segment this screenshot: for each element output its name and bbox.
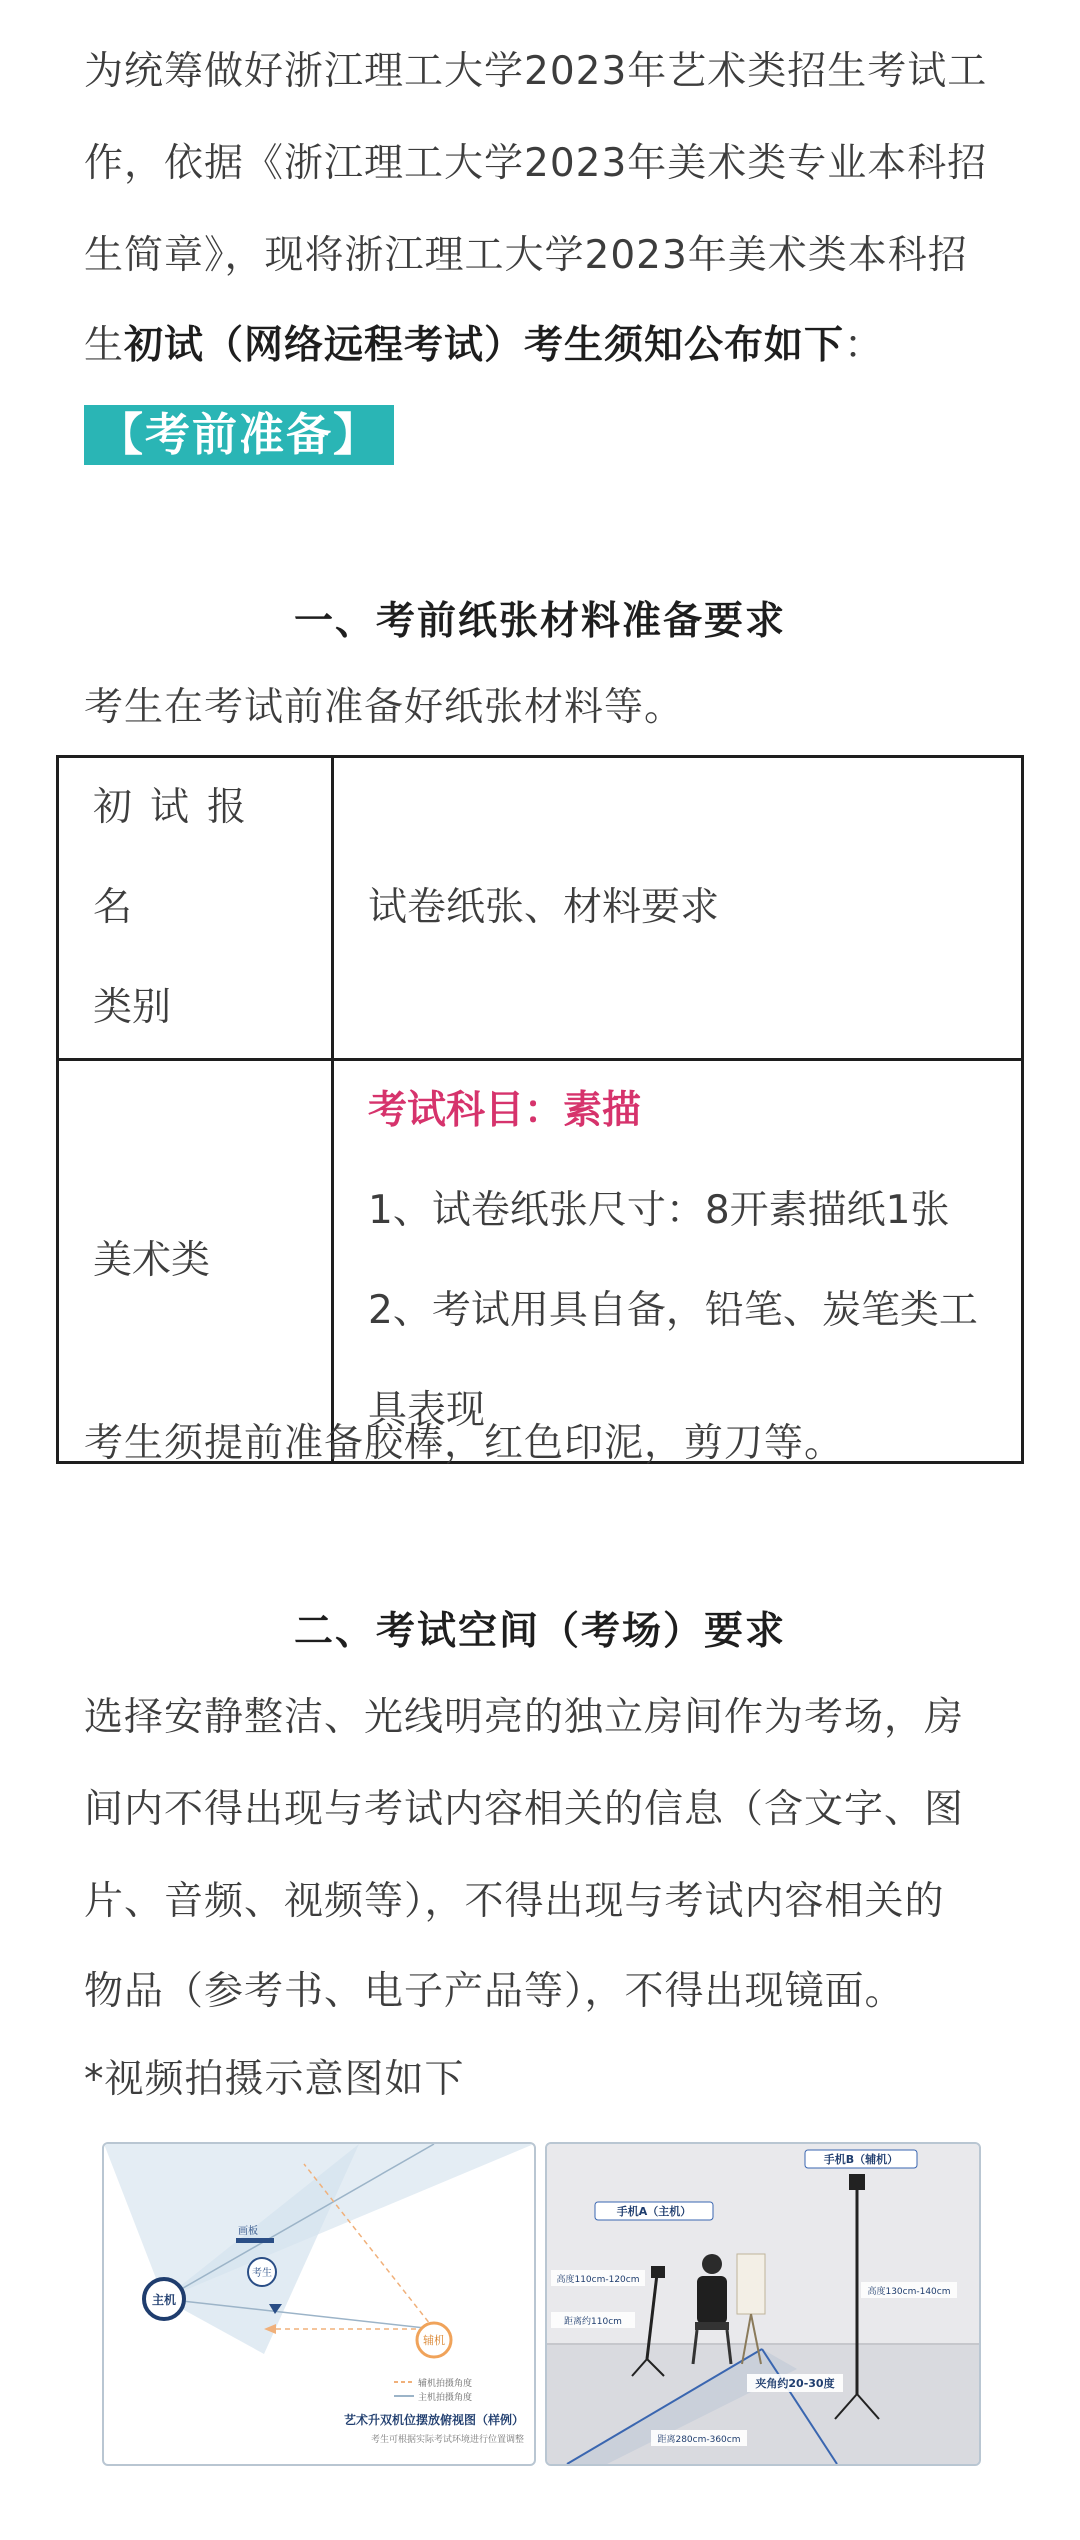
requirement-item-2-line-2: 具表现	[368, 1388, 486, 1433]
phone-a-label: 手机A（主机）	[616, 2205, 692, 2218]
camera-layout-svg	[104, 2144, 534, 2464]
distance-a-label: 距离约110cm	[564, 2317, 622, 2327]
distance-b-label: 距离280cm-360cm	[657, 2435, 741, 2445]
table-header-category-line-2: 类别	[93, 985, 172, 1030]
requirements-table	[56, 755, 1024, 1464]
table-header-category	[58, 757, 333, 1060]
requirement-item-1: 1、试卷纸张尺寸：8开素描纸1张	[368, 1188, 950, 1233]
candidate-head-icon	[702, 2254, 722, 2274]
section-2-line-2: 间内不得出现与考试内容相关的信息（含文字、图	[84, 1787, 965, 1832]
legend-aux-label: 辅机拍摄角度	[418, 2379, 473, 2389]
aux-camera-label: 辅机	[423, 2334, 445, 2347]
phone-a-icon	[651, 2266, 665, 2278]
intro-line-4	[84, 300, 1004, 392]
board-icon	[236, 2238, 274, 2243]
section-2-heading: 二、考试空间（考场）要求	[293, 1609, 786, 1654]
section-2-line-4: 物品（参考书、电子产品等），不得出现镜面。	[84, 1969, 905, 2014]
phone-b-label: 手机B（辅机）	[823, 2153, 899, 2166]
section-tag-preparation: 【考前准备】	[84, 405, 394, 465]
intro-line-4-plain: 生	[84, 323, 125, 368]
section-2-line-3: 片、音频、视频等），不得出现与考试内容相关的	[84, 1879, 945, 1924]
exam-subject: 考试科目：素描	[368, 1088, 642, 1133]
figure-caption: *视频拍摄示意图如下	[84, 2057, 465, 2102]
section-1-lead: 考生在考试前准备好纸张材料等。	[84, 685, 685, 730]
intro-line-1: 为统筹做好浙江理工大学2023年艺术类招生考试工	[84, 49, 988, 94]
table-header-row	[58, 757, 1023, 1060]
easel-board-icon	[737, 2254, 765, 2314]
intro-line-4-tail: ：	[844, 323, 885, 368]
diagram-subtitle: 考生可根据实际考试环境进行位置调整	[370, 2435, 524, 2445]
legend-main-label: 主机拍摄角度	[418, 2393, 473, 2403]
main-camera-label: 主机	[151, 2293, 177, 2307]
angle-label: 夹角约20-30度	[755, 2377, 835, 2390]
candidate-label: 考生	[252, 2268, 272, 2279]
room-setup-svg	[547, 2144, 979, 2464]
intro-line-2: 作，依据《浙江理工大学2023年美术类专业本科招	[84, 141, 988, 186]
table-header-category-line-1: 初试报名	[93, 785, 265, 930]
table-header-requirements: 试卷纸张、材料要求	[333, 757, 1023, 1060]
chair-icon	[695, 2322, 729, 2330]
camera-layout-diagram	[102, 2142, 536, 2466]
section-1-note: 考生须提前准备胶棒，红色印泥，剪刀等。	[84, 1421, 845, 1466]
section-1-heading: 一、考前纸张材料准备要求	[293, 599, 786, 644]
candidate-body-icon	[697, 2276, 727, 2324]
table-cell-category: 美术类	[58, 1060, 333, 1463]
height-b-label: 高度130cm-140cm	[867, 2287, 951, 2297]
requirement-item-2-line-1: 2、考试用具自备，铅笔、炭笔类工	[368, 1288, 978, 1333]
section-2-line-1: 选择安静整洁、光线明亮的独立房间作为考场，房	[84, 1695, 965, 1740]
diagram-title: 艺术升双机位摆放俯视图（样例）	[343, 2413, 524, 2427]
board-label: 画板	[238, 2226, 258, 2237]
phone-b-icon	[849, 2174, 865, 2190]
room-setup-photo	[545, 2142, 981, 2466]
intro-line-4-bold: 初试（网络远程考试）考生须知公布如下	[124, 323, 845, 368]
intro-line-3: 生简章》，现将浙江理工大学2023年美术类本科招	[84, 233, 968, 278]
height-a-label: 高度110cm-120cm	[556, 2275, 640, 2285]
